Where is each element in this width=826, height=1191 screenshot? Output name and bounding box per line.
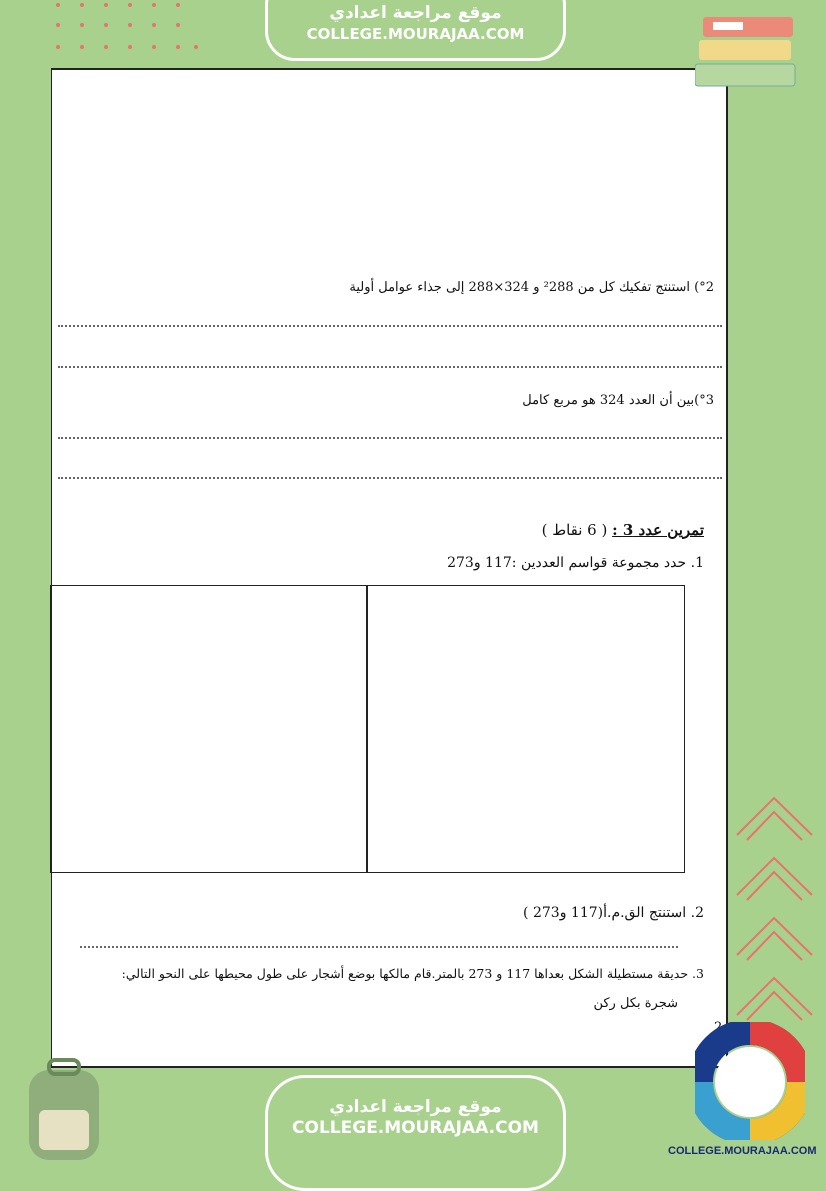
item-1: 1. حدد مجموعة قواسم العددين :117 و273 <box>447 555 704 571</box>
answer-box-left <box>50 585 368 873</box>
books-icon <box>695 12 805 94</box>
item-2: 2. استنتج الق.م.أ(117 و273 ) <box>523 905 704 921</box>
logo-caption: COLLEGE.MOURAJAA.COM <box>668 1145 817 1157</box>
left-green-strip <box>0 0 51 1169</box>
answer-line <box>58 437 722 439</box>
page-number: 2 <box>714 1020 723 1035</box>
exercise-3-points: ( 6 نقاط ) <box>541 521 608 539</box>
footer-banner <box>265 1075 566 1191</box>
answer-box-right <box>366 585 685 873</box>
footer-site-link[interactable]: COLLEGE.MOURAJAA.COM <box>292 1118 539 1138</box>
answer-line <box>58 325 722 327</box>
exercise-3-heading <box>542 521 704 539</box>
header-site-link[interactable]: COLLEGE.MOURAJAA.COM <box>306 25 525 43</box>
college-logo <box>695 1022 805 1140</box>
answer-line <box>58 366 722 368</box>
footer-site-arabic: موقع مراجعة اعدادي <box>329 1097 502 1117</box>
exercise-3-title: تمرين عدد 3 : <box>612 521 704 539</box>
question-2: °2) استنتج تفكيك كل من ²288 و 324×288 إلى جذاء عوامل أولية <box>349 280 714 295</box>
question-3: °3)بين أن العدد 324 هو مربع كامل <box>522 393 714 408</box>
item-3: 3. حديقة مستطيلة الشكل بعداها 117 و 273 بالمتر.قام مالكها بوضع أشجار على طول محيطها على النحو التالي: <box>121 966 704 981</box>
answer-line <box>58 477 722 479</box>
item-3-continuation: شجرة بكل ركن <box>593 996 678 1011</box>
chevron-arrows-decoration <box>732 790 822 1030</box>
answer-line <box>80 946 678 948</box>
header-site-arabic: موقع مراجعة اعدادي <box>329 3 502 23</box>
backpack-icon <box>14 1055 114 1165</box>
header-banner <box>265 0 566 61</box>
